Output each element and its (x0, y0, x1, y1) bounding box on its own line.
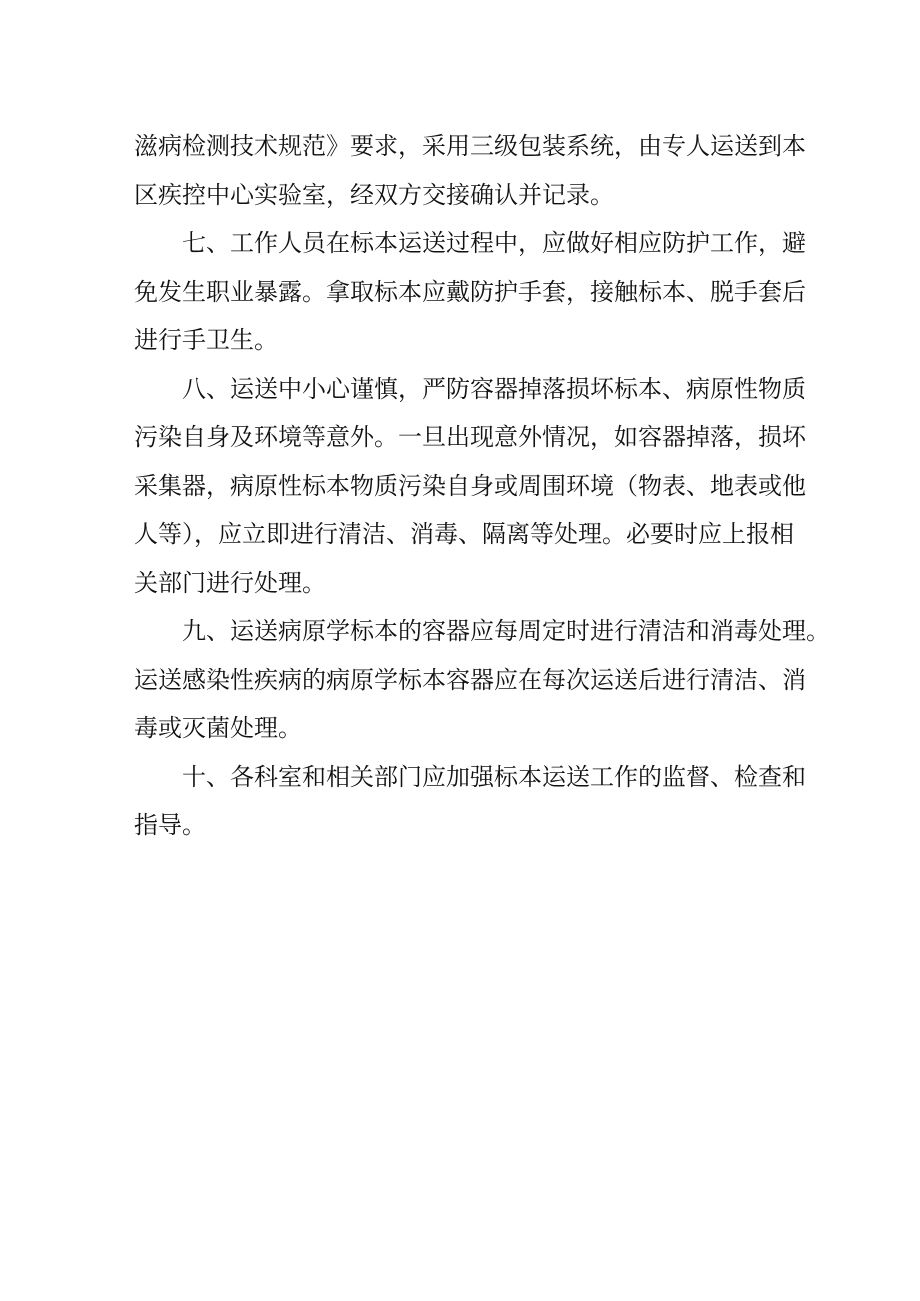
text-line: 污染自身及环境等意外。一旦出现意外情况，如容器掉落，损坏 (134, 423, 806, 451)
paragraph-item-10 (134, 753, 806, 850)
text-line: 关部门进行处理。 (134, 568, 326, 597)
text-line: 九、运送病原学标本的容器应每周定时进行清洁和消毒处理。 (182, 617, 830, 645)
text-line: 免发生职业暴露。拿取标本应戴防护手套，接触标本、脱手套后 (134, 277, 806, 306)
paragraph-continuation (134, 122, 806, 219)
text-line: 八、运送中小心谨慎，严防容器掉落损坏标本、病原性物质 (182, 374, 806, 403)
text-line: 指导。 (134, 811, 206, 839)
paragraph-item-7 (134, 219, 806, 365)
document-body (134, 122, 830, 850)
paragraph-item-8 (134, 365, 806, 608)
text-line: 七、工作人员在标本运送过程中，应做好相应防护工作，避 (182, 229, 806, 257)
text-line: 运送感染性疾病的病原学标本容器应在每次运送后进行清洁、消 (134, 665, 806, 694)
text-line: 采集器，病原性标本物质污染自身或周围环境（物表、地表或他 (134, 471, 806, 500)
text-line: 毒或灭菌处理。 (134, 714, 302, 742)
text-line: 滋病检测技术规范》要求，采用三级包装系统，由专人运送到本 (134, 132, 806, 160)
text-line: 人等），应立即进行清洁、消毒、隔离等处理。必要时应上报相 (134, 520, 794, 548)
text-line: 十、各科室和相关部门应加强标本运送工作的监督、检查和 (182, 762, 806, 791)
paragraph-item-9 (134, 607, 830, 753)
text-line: 进行手卫生。 (134, 326, 278, 354)
text-line: 区疾控中心实验室，经双方交接确认并记录。 (134, 180, 614, 209)
